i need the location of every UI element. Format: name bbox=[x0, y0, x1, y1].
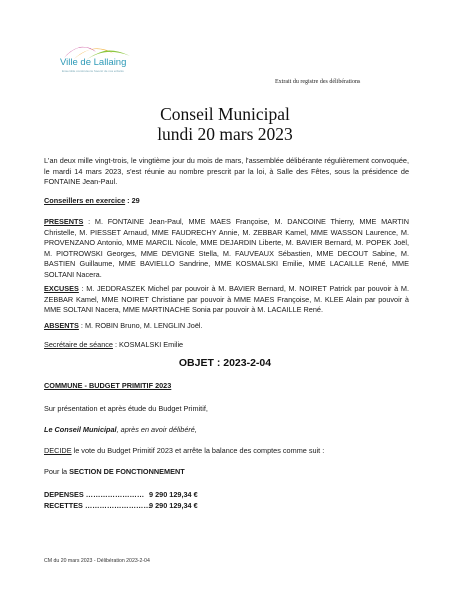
fonctionnement-label: SECTION DE FONCTIONNEMENT bbox=[69, 467, 185, 476]
presents-paragraph bbox=[44, 217, 409, 281]
fonctionnement-prefix: Pour la bbox=[44, 467, 70, 476]
excuses-label: EXCUSES bbox=[44, 284, 79, 293]
intro-paragraph: L'an deux mille vingt-trois, le vingtième jour du mois de mars, l'assemblée délibérante régulièrement convoquée, le mardi 14 mars 2023, s'est réunie au nombre prescrit par la loi, à Salle des Fêtes, sous la présidence de FONTAINE Jean-Paul. bbox=[44, 156, 409, 187]
depenses-value: 9 290 129,34 € bbox=[149, 490, 198, 499]
logo-tagline: Ensemble construisons l'avenir de nos enfants bbox=[62, 69, 124, 73]
extract-label: Extrait du registre des délibérations bbox=[275, 79, 361, 85]
depenses-label: DEPENSES …………………… bbox=[44, 490, 145, 499]
meeting-date: lundi 20 mars 2023 bbox=[157, 124, 293, 144]
decide-line bbox=[44, 446, 409, 457]
recettes-row bbox=[44, 501, 198, 510]
excuses-text: : M. JEDDRASZEK Michel par pouvoir à M. BAVIER Bernard, M. NOIRET Patrick par pouvoir à M. ZEBBAR Kamel, MME NOIRET Christiane par pouvoir à MME MAES Françoise, M. KLEE Alain par pouvoir à MME SOLTANI Nacera, MME MARTINACHE Sonia par pouvoir à M. LACAILLE René. bbox=[44, 284, 409, 315]
conseillers-value: : 29 bbox=[125, 196, 140, 205]
absents-label: ABSENTS bbox=[44, 321, 79, 330]
conseil-line bbox=[44, 425, 409, 436]
page-footer: CM du 20 mars 2023 - Délibération 2023-2-04 bbox=[44, 558, 150, 564]
page-title: Conseil Municipal bbox=[160, 104, 290, 124]
secretaire-text: : KOSMALSKI Emilie bbox=[112, 340, 184, 349]
conseillers-label: Conseillers en exercice bbox=[44, 196, 126, 205]
recettes-value: 9 290 129,34 € bbox=[149, 501, 198, 510]
excuses-paragraph bbox=[44, 284, 409, 316]
depenses-row bbox=[44, 490, 198, 499]
secretaire-label: Secrétaire de séance bbox=[44, 340, 113, 349]
conseil-text: , après en avoir délibéré, bbox=[116, 425, 197, 434]
paragraph-presentation: Sur présentation et après étude du Budget Primitif, bbox=[44, 404, 208, 413]
secretaire-line bbox=[44, 340, 409, 351]
absents-text: : M. ROBIN Bruno, M. LENGLIN Joël. bbox=[78, 321, 203, 330]
recettes-label: RECETTES ……………………… bbox=[44, 501, 151, 510]
section-heading: COMMUNE - BUDGET PRIMITIF 2023 bbox=[44, 381, 172, 390]
conseillers-line bbox=[44, 196, 409, 207]
city-logo bbox=[60, 38, 132, 86]
presents-label: PRESENTS bbox=[44, 217, 84, 226]
decide-text: le vote du Budget Primitif 2023 et arrête la balance des comptes comme suit : bbox=[71, 446, 325, 455]
logo-name: Ville de Lallaing bbox=[60, 57, 127, 68]
absents-line bbox=[44, 321, 409, 332]
fonctionnement-line bbox=[44, 467, 409, 478]
decide-label: DECIDE bbox=[44, 446, 72, 455]
objet-heading: OBJET : 2023-2-04 bbox=[178, 357, 272, 369]
conseil-label: Le Conseil Municipal bbox=[44, 425, 117, 434]
presents-text: : M. FONTAINE Jean-Paul, MME MAES Françoise, M. DANCOINE Thierry, MME MARTIN Christelle, M. PIESSET Arnaud, MME FAUDRECHY Annie, M. ZEBBAR Kamel, MME WASSON Laurence, M. PROVENZANO Antonio, MME MARCIL Nicole, MME DEJARDIN Liberte, M. BAVIER Bernard, M. POPEK Joël, M. PIOTROWSKI Georges, MME DEVIGNE Stella, M. FAUVEAUX Sébastien, MME DECOUT Sabine, M. BASTIEN Guillaume, MME BAVIELLO Sandrine, MME KOSMALSKI Emilie, MME LACAILLE René, MME SOLTANI Nacera. bbox=[44, 217, 409, 279]
